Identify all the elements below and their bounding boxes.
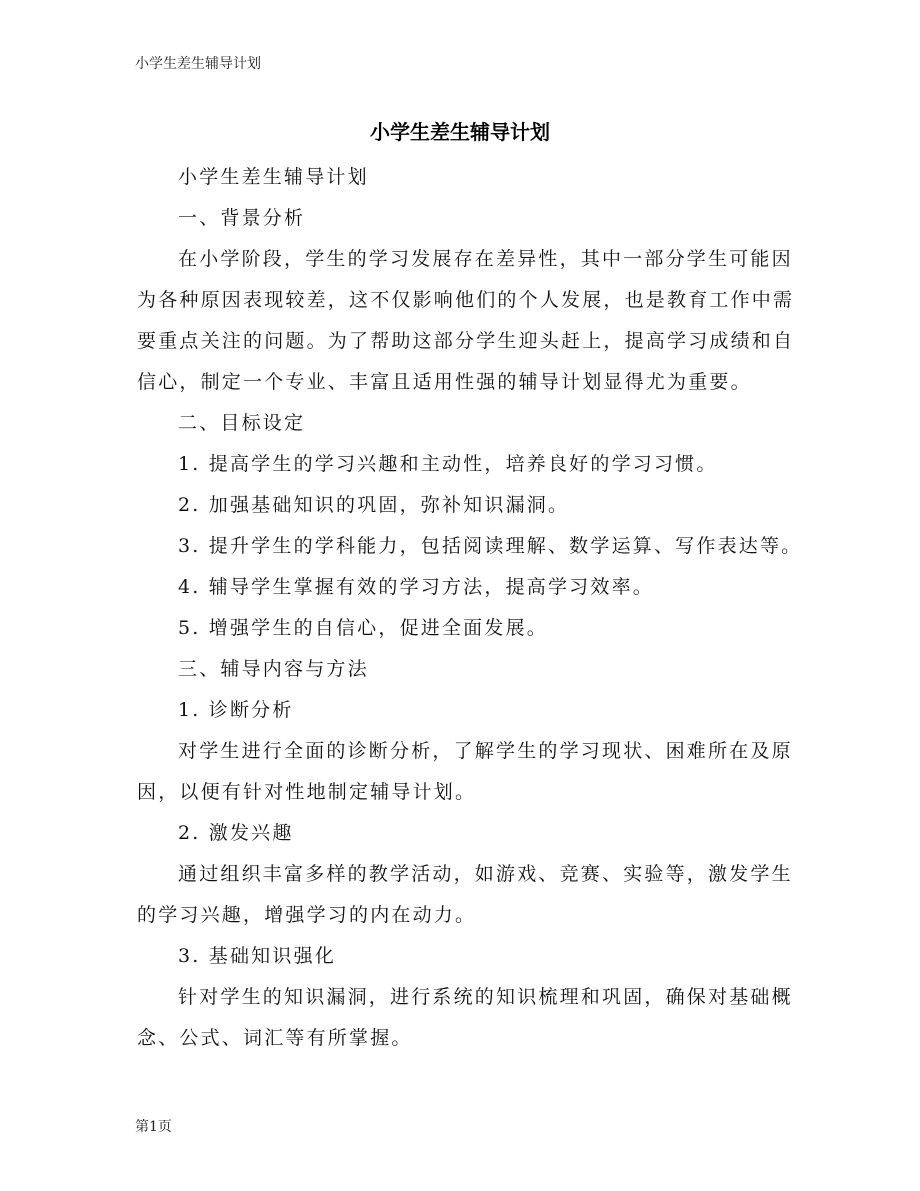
paragraph-line: 针对学生的知识漏洞，进行系统的知识梳理和巩固，确保对基础概	[178, 986, 793, 1008]
document-title: 小学生差生辅导计划	[370, 120, 550, 144]
paragraph-line: 因，以便有针对性地制定辅导计划。	[137, 781, 477, 803]
page-number: 第1页	[135, 1119, 172, 1135]
list-item: 4. 辅导学生掌握有效的学习方法，提高学习效率。	[178, 576, 654, 598]
running-header: 小学生差生辅导计划	[135, 56, 261, 72]
subsection-heading: 1. 诊断分析	[178, 699, 294, 721]
section-heading: 三、辅导内容与方法	[178, 658, 369, 680]
subsection-heading: 2. 激发兴趣	[178, 822, 294, 844]
paragraph-line: 为各种原因表现较差，这不仅影响他们的个人发展，也是教育工作中需	[137, 289, 795, 311]
paragraph-line: 通过组织丰富多样的教学活动，如游戏、竞赛、实验等，激发学生	[178, 863, 793, 885]
paragraph-line: 念、公式、词汇等有所掌握。	[137, 1027, 413, 1049]
section-heading: 二、目标设定	[178, 412, 306, 434]
list-item: 2. 加强基础知识的巩固，弥补知识漏洞。	[178, 494, 570, 516]
list-item: 1. 提高学生的学习兴趣和主动性，培养良好的学习习惯。	[178, 453, 718, 475]
paragraph-line: 信心，制定一个专业、丰富且适用性强的辅导计划显得尤为重要。	[137, 371, 752, 393]
list-item: 5. 增强学生的自信心，促进全面发展。	[178, 617, 548, 639]
paragraph-line: 在小学阶段，学生的学习发展存在差异性，其中一部分学生可能因	[178, 248, 793, 270]
subtitle-line: 小学生差生辅导计划	[178, 166, 369, 188]
paragraph-line: 要重点关注的问题。为了帮助这部分学生迎头赶上，提高学习成绩和自	[137, 330, 795, 352]
section-heading: 一、背景分析	[178, 207, 306, 229]
paragraph-line: 的学习兴趣，增强学习的内在动力。	[137, 904, 477, 926]
paragraph-line: 对学生进行全面的诊断分析，了解学生的学习现状、困难所在及原	[178, 740, 793, 762]
list-item: 3. 提升学生的学科能力，包括阅读理解、数学运算、写作表达等。	[178, 535, 803, 557]
subsection-heading: 3. 基础知识强化	[178, 945, 336, 967]
